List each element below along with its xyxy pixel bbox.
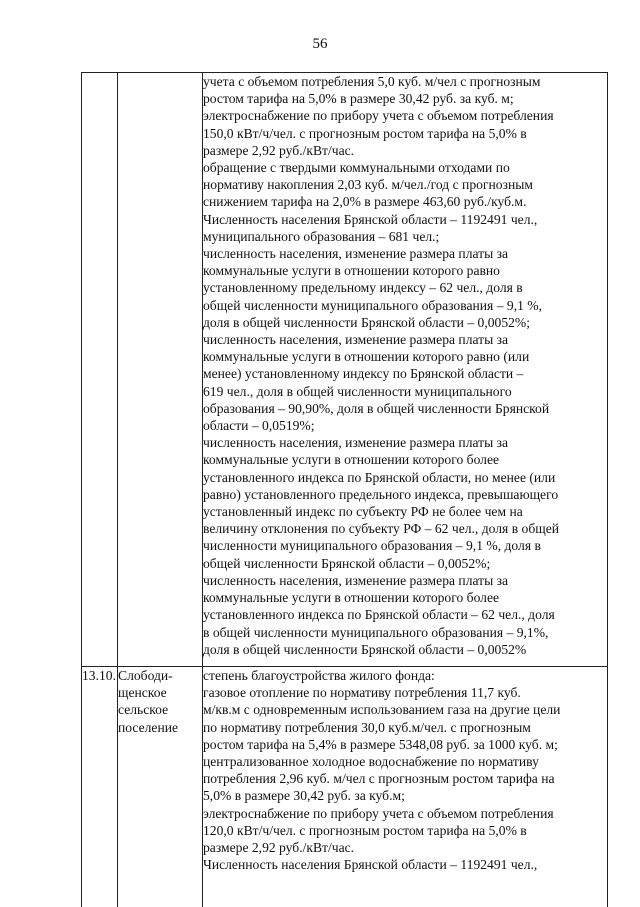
description-line: образования – 90,90%, доля в общей численности Брянской bbox=[203, 400, 607, 417]
description-line: равно) установленного предельного индекса, превышающего bbox=[203, 486, 607, 503]
description-line: доля в общей численности Брянской области – 0,0052% bbox=[203, 641, 607, 658]
description-line: численность населения, изменение размера платы за bbox=[203, 434, 607, 451]
row-number: 13.10. bbox=[82, 667, 117, 684]
description-line: коммунальные услуги в отношении которого равно (или bbox=[203, 348, 607, 365]
description-line: коммунальные услуги в отношении которого равно bbox=[203, 262, 607, 279]
page-number: 56 bbox=[0, 36, 640, 53]
row-number-cell bbox=[82, 667, 118, 907]
description-line: степень благоустройства жилого фонда: bbox=[203, 667, 607, 684]
description-line: численность населения, изменение размера платы за bbox=[203, 572, 607, 589]
settlement-name-line: Слободи- bbox=[118, 667, 202, 684]
description-cell bbox=[203, 667, 608, 907]
description-line: учета с объемом потребления 5,0 куб. м/чел с прогнозным bbox=[203, 73, 607, 90]
description-cell bbox=[203, 73, 608, 667]
description-line: доля в общей численности Брянской области – 0,0052%; bbox=[203, 314, 607, 331]
description-line: м/кв.м с одновременным использованием газа на другие цели bbox=[203, 701, 607, 718]
description-line: 5,0% в размере 30,42 руб. за куб.м; bbox=[203, 787, 607, 804]
settlement-name-line: щенское bbox=[118, 684, 202, 701]
description-line: ростом тарифа на 5,4% в размере 5348,08 руб. за 1000 куб. м; bbox=[203, 736, 607, 753]
description-line: размере 2,92 руб./кВт/час. bbox=[203, 839, 607, 856]
description-line: электроснабжение по прибору учета с объемом потребления bbox=[203, 107, 607, 124]
description-line: 150,0 кВт/ч/чел. с прогнозным ростом тарифа на 5,0% в bbox=[203, 125, 607, 142]
description-line: Численность населения Брянской области – 1192491 чел., bbox=[203, 211, 607, 228]
description-line: газовое отопление по нормативу потребления 11,7 куб. bbox=[203, 684, 607, 701]
description-line: централизованное холодное водоснабжение по нормативу bbox=[203, 753, 607, 770]
description-line: установленный индекс по субъекту РФ не более чем на bbox=[203, 503, 607, 520]
description-line: коммунальные услуги в отношении которого более bbox=[203, 451, 607, 468]
data-table bbox=[81, 72, 608, 907]
description-line: коммунальные услуги в отношении которого более bbox=[203, 589, 607, 606]
description-line: нормативу накопления 2,03 куб. м/чел./год с прогнозным bbox=[203, 176, 607, 193]
settlement-name-line: сельское bbox=[118, 701, 202, 718]
description-line: общей численности муниципального образования – 9,1 %, bbox=[203, 297, 607, 314]
row-number-cell bbox=[82, 73, 118, 667]
description-line: установленному предельному индексу – 62 чел., доля в bbox=[203, 279, 607, 296]
description-line: электроснабжение по прибору учета с объемом потребления bbox=[203, 805, 607, 822]
description-line: 619 чел., доля в общей численности муниципального bbox=[203, 383, 607, 400]
table-row bbox=[82, 667, 608, 907]
settlement-name-cell bbox=[118, 73, 203, 667]
description-line: в общей численности муниципального образования – 9,1%, bbox=[203, 624, 607, 641]
description-line: численность населения, изменение размера платы за bbox=[203, 331, 607, 348]
description-line: обращение с твердыми коммунальными отходами по bbox=[203, 159, 607, 176]
description-line: установленного индекса по Брянской области, но менее (или bbox=[203, 469, 607, 486]
description-line: ростом тарифа на 5,0% в размере 30,42 руб. за куб. м; bbox=[203, 90, 607, 107]
description-line: менее) установленному индексу по Брянской области – bbox=[203, 365, 607, 382]
description-line: установленного индекса по Брянской области – 62 чел., доля bbox=[203, 606, 607, 623]
settlement-name-cell bbox=[118, 667, 203, 907]
description-line: Численность населения Брянской области – 1192491 чел., bbox=[203, 856, 607, 873]
description-line: общей численности Брянской области – 0,0052%; bbox=[203, 555, 607, 572]
settlement-name-line: поселение bbox=[118, 719, 202, 736]
description-line: численности муниципального образования – 9,1 %, доля в bbox=[203, 537, 607, 554]
description-line: муниципального образования – 681 чел.; bbox=[203, 228, 607, 245]
description-line: 120,0 кВт/ч/чел. с прогнозным ростом тарифа на 5,0% в bbox=[203, 822, 607, 839]
description-line: потребления 2,96 куб. м/чел с прогнозным ростом тарифа на bbox=[203, 770, 607, 787]
description-line: снижением тарифа на 2,0% в размере 463,60 руб./куб.м. bbox=[203, 193, 607, 210]
description-line: размере 2,92 руб./кВт/час. bbox=[203, 142, 607, 159]
description-line: численность населения, изменение размера платы за bbox=[203, 245, 607, 262]
description-line: по нормативу потребления 30,0 куб.м/чел. с прогнозным bbox=[203, 719, 607, 736]
table-row bbox=[82, 73, 608, 667]
description-line: величину отклонения по субъекту РФ – 62 чел., доля в общей bbox=[203, 520, 607, 537]
description-line: области – 0,0519%; bbox=[203, 417, 607, 434]
